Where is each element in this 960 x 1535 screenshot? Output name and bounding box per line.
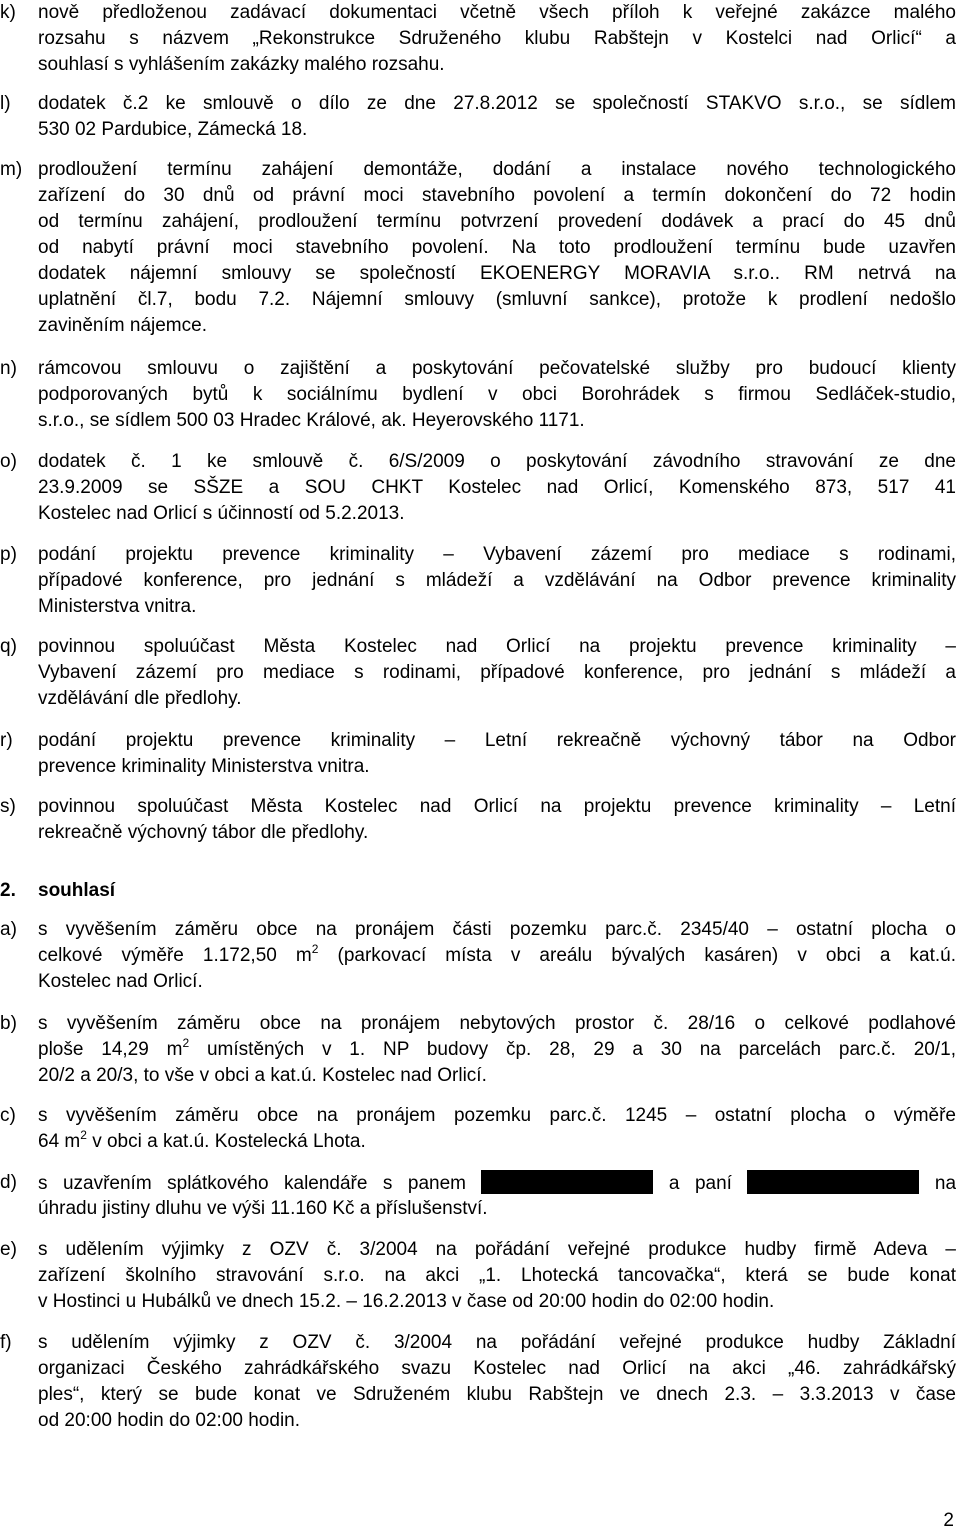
text-fragment: na [934, 1173, 956, 1194]
text-fragment: celkové výměře 1.172,50 m [38, 945, 312, 966]
text-line: s vyvěšením záměru obce na pronájem nebytových prostor č. 28/16 o celkové podlahové [38, 1013, 956, 1034]
item-text [38, 91, 956, 143]
text-fragment: 64 m [38, 1131, 81, 1152]
text-line [38, 1037, 956, 1063]
text-line [38, 943, 956, 969]
item-letter: f) [0, 1332, 12, 1353]
text-line: podání projektu prevence kriminality – Vybavení zázemí pro mediace s rodinami, [38, 544, 956, 565]
redaction-box [747, 1170, 919, 1194]
text-line: od nabytí právní moci stavebního povolení. Na toto prodloužení termínu bude uzavřen [38, 237, 956, 258]
item-letter: d) [0, 1172, 17, 1193]
text-line: dodatek č. 1 ke smlouvě č. 6/S/2009 o poskytování závodního stravování ze dne [38, 451, 956, 472]
text-line: Ministerstva vnitra. [38, 596, 197, 617]
text-line: s vyvěšením záměru obce na pronájem pozemku parc.č. 1245 – ostatní plocha o výměře [38, 1105, 956, 1126]
text-line: úhradu jistiny dluhu ve výši 11.160 Kč a příslušenství. [38, 1198, 488, 1219]
text-fragment: s uzavřením splátkového kalendáře s panem [38, 1173, 466, 1194]
redaction-box [481, 1170, 653, 1194]
text-line: dodatek nájemní smlouvy se společností EKOENERGY MORAVIA s.r.o.. RM netrvá na [38, 263, 956, 284]
item-text [38, 1170, 956, 1222]
item-letter: b) [0, 1013, 17, 1034]
item-text [38, 0, 956, 78]
text-line: případové konference, pro jednání s mládeží a vzdělávání na Odbor prevence kriminality [38, 570, 956, 591]
text-fragment: a paní [668, 1173, 732, 1194]
text-line: od 20:00 hodin do 02:00 hodin. [38, 1410, 301, 1431]
text-line: organizaci Českého zahrádkářského svazu Kostelec nad Orlicí na akci „46. zahrádkářský [38, 1358, 956, 1379]
item-letter: a) [0, 919, 17, 940]
text-line: povinnou spoluúčast Města Kostelec nad Orlicí na projektu prevence kriminality – Letní [38, 796, 956, 817]
item-letter: r) [0, 730, 13, 751]
item-text [38, 449, 956, 527]
section-title: souhlasí [38, 880, 116, 901]
item-text [38, 794, 956, 846]
text-line: zaviněním nájemce. [38, 315, 207, 336]
text-line: 530 02 Pardubice, Zámecká 18. [38, 119, 308, 140]
item-text [38, 728, 956, 780]
text-line: 20/2 a 20/3, to vše v obci a kat.ú. Kostelec nad Orlicí. [38, 1065, 487, 1086]
page-number: 2 [943, 1510, 954, 1531]
item-text [38, 542, 956, 620]
text-line: ples“, který se bude konat ve Sdruženém klubu Rabštejn ve dnech 2.3. – 3.3.2013 v čase [38, 1384, 956, 1405]
superscript: 2 [80, 1128, 87, 1142]
text-line: nově předloženou zadávací dokumentaci včetně všech příloh k veřejné zakázce malého [38, 2, 956, 23]
text-line: rekreačně výchovný tábor dle předlohy. [38, 822, 369, 843]
text-line: podporovaných bytů k sociálnímu bydlení v obci Borohrádek s firmou Sedláček-studio, [38, 384, 956, 405]
item-letter: n) [0, 358, 17, 379]
item-letter: c) [0, 1105, 16, 1126]
text-line: prodloužení termínu zahájení demontáže, dodání a instalace nového technologického [38, 159, 956, 180]
section-heading [0, 878, 115, 904]
text-line: povinnou spoluúčast Města Kostelec nad Orlicí na projektu prevence kriminality – [38, 636, 956, 657]
item-letter: o) [0, 451, 17, 472]
text-line: zařízení do 30 dnů od právní moci stavebního povolení a termín dokončení do 72 hodin [38, 185, 956, 206]
item-letter: l) [0, 93, 11, 114]
item-text [38, 1103, 956, 1155]
item-letter: k) [0, 2, 16, 23]
section-number: 2. [0, 880, 16, 901]
text-fragment: ploše 14,29 m [38, 1039, 183, 1060]
text-line: vzdělávání dle předlohy. [38, 688, 242, 709]
item-text [38, 356, 956, 434]
text-line: s udělením výjimky z OZV č. 3/2004 na pořádání veřejné produkce hudby Základní [38, 1332, 956, 1353]
text-line: rozsahu s názvem „Rekonstrukce Sdruženého klubu Rabštejn v Kostelci nad Orlicí“ a [38, 28, 956, 49]
text-line: podání projektu prevence kriminality – Letní rekreačně výchovný tábor na Odbor [38, 730, 956, 751]
item-letter: m) [0, 159, 23, 180]
text-line: od termínu zahájení, prodloužení termínu potvrzení provedení dodávek a prací do 45 dnů [38, 211, 956, 232]
text-line: Vybavení zázemí pro mediace s rodinami, případové konference, pro jednání s mládeží a [38, 662, 956, 683]
text-line [38, 1129, 956, 1155]
item-letter: p) [0, 544, 17, 565]
text-line: Kostelec nad Orlicí s účinností od 5.2.2013. [38, 503, 405, 524]
item-text [38, 634, 956, 712]
text-line: prevence kriminality Ministerstva vnitra. [38, 756, 370, 777]
text-line: uplatnění čl.7, bodu 7.2. Nájemní smlouvy (smluvní sankce), protože k prodlení nedošlo [38, 289, 956, 310]
item-text [38, 1237, 956, 1315]
superscript: 2 [311, 943, 319, 956]
text-line: s.r.o., se sídlem 500 03 Hradec Králové, ak. Heyerovského 1171. [38, 410, 585, 431]
item-letter: e) [0, 1239, 17, 1260]
text-fragment: v obci a kat.ú. Kostelecká Lhota. [86, 1131, 366, 1152]
item-text [38, 917, 956, 995]
text-line: rámcovou smlouvu o zajištění a poskytování pečovatelské služby pro budoucí klienty [38, 358, 956, 379]
text-fragment: umístěných v 1. NP budovy čp. 28, 29 a 30 na parcelách parc.č. 20/1, [189, 1039, 956, 1060]
text-line: s udělením výjimky z OZV č. 3/2004 na pořádání veřejné produkce hudby firmě Adeva – [38, 1239, 956, 1260]
text-line: Kostelec nad Orlicí. [38, 971, 203, 992]
item-letter: q) [0, 636, 17, 657]
item-text [38, 157, 956, 339]
text-line: 23.9.2009 se SŠZE a SOU CHKT Kostelec nad Orlicí, Komenského 873, 517 41 [38, 477, 956, 498]
text-line: souhlasí s vyhlášením zakázky malého rozsahu. [38, 54, 445, 75]
text-line: zařízení školního stravování s.r.o. na akci „1. Lhotecká tancovačka“, která se bude konat [38, 1265, 956, 1286]
text-line: dodatek č.2 ke smlouvě o dílo ze dne 27.8.2012 se společností STAKVO s.r.o., se sídlem [38, 93, 956, 114]
text-fragment: (parkovací místa v areálu bývalých kasáren) v obci a kat.ú. [318, 945, 956, 966]
superscript: 2 [182, 1037, 190, 1050]
item-text [38, 1330, 956, 1434]
item-letter: s) [0, 796, 16, 817]
text-line: s vyvěšením záměru obce na pronájem části pozemku parc.č. 2345/40 – ostatní plocha o [38, 919, 956, 940]
text-line [38, 1170, 956, 1196]
item-text [38, 1011, 956, 1089]
text-line: v Hostinci u Hubálků ve dnech 15.2. – 16.2.2013 v čase od 20:00 hodin do 02:00 hodin. [38, 1291, 775, 1312]
